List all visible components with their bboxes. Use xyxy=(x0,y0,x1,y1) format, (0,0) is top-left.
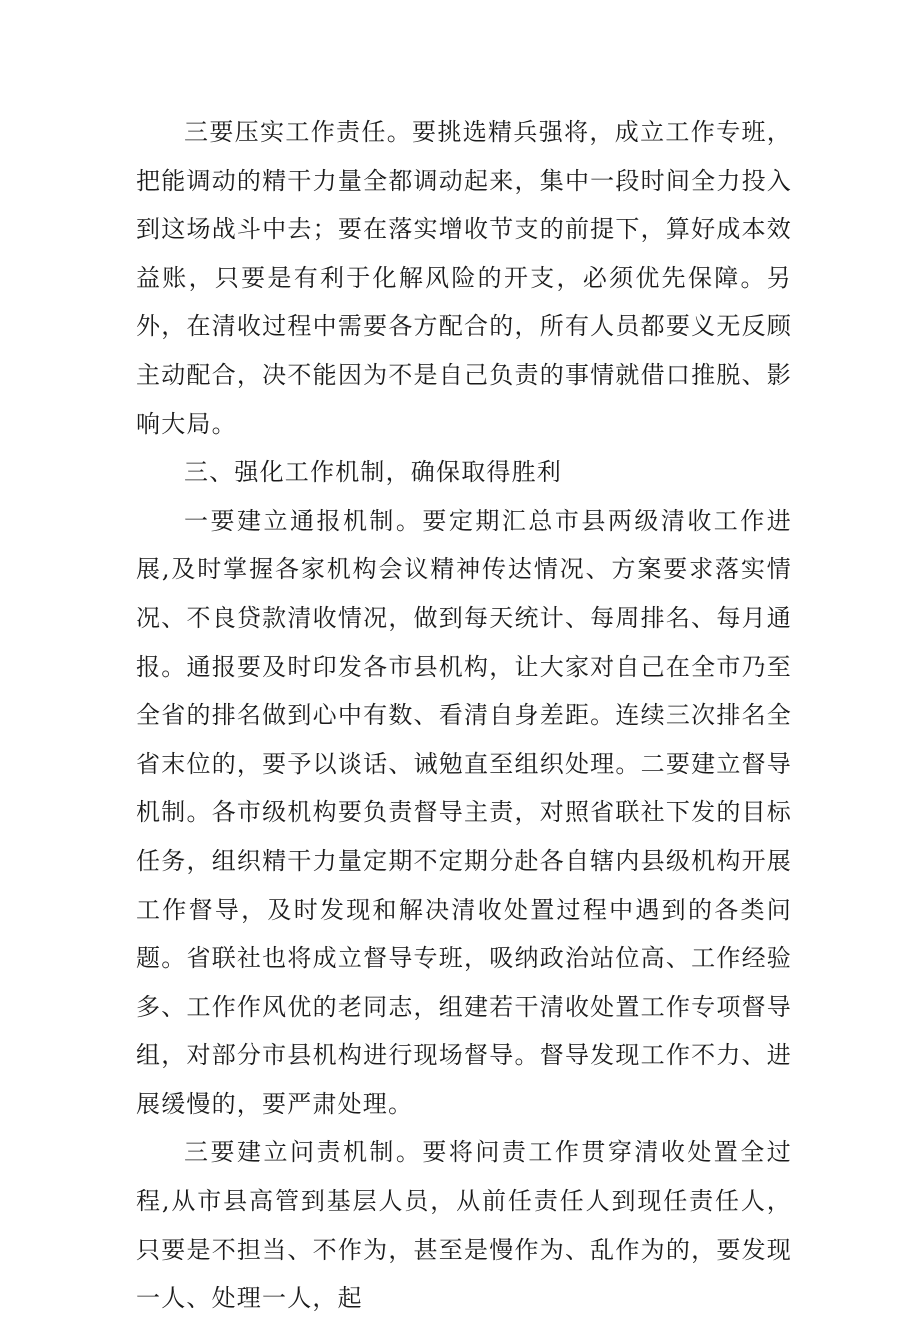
paragraph-mechanisms: 一要建立通报机制。要定期汇总市县两级清收工作进展,及时掌握各家机构会议精神传达情况、方案要求落实情况、不良贷款清收情况，做到每天统计、每周排名、每月通报。通报要及时印发各市县机构，让大家对自己在全市乃至全省的排名做到心中有数、看清自身差距。连续三次排名全省末位的，要予以谈话、诫勉直至组织处理。二要建立督导机制。各市级机构要负责督导主责，对照省联社下发的目标任务，组织精干力量定期不定期分赴各自辖内县级机构开展工作督导，及时发现和解决清收处置过程中遇到的各类问题。省联社也将成立督导专班，吸纳政治站位高、工作经验多、工作作风优的老同志，组建若干清收处置工作专项督导组，对部分市县机构进行现场督导。督导发现工作不力、进展缓慢的，要严肃处理。 xyxy=(136,506,792,1118)
paragraph-accountability: 三要建立问责机制。要将问责工作贯穿清收处置全过程,从市县高管到基层人员，从前任责任人到现任责任人，只要是不担当、不作为，甚至是慢作为、乱作为的，要发现一人、处理一人，起 xyxy=(136,1138,792,1313)
section-heading: 三、强化工作机制，确保取得胜利 xyxy=(184,458,562,487)
paragraph-responsibility: 三要压实工作责任。要挑选精兵强将，成立工作专班，把能调动的精干力量全都调动起来，集中一段时间全力投入到这场战斗中去；要在落实增收节支的前提下，算好成本效益账，只要是有利于化解风险的开支，必须优先保障。另外，在清收过程中需要各方配合的，所有人员都要义无反顾主动配合，决不能因为不是自己负责的事情就借口推脱、影响大局。 xyxy=(136,118,792,438)
document-body xyxy=(136,108,792,1323)
